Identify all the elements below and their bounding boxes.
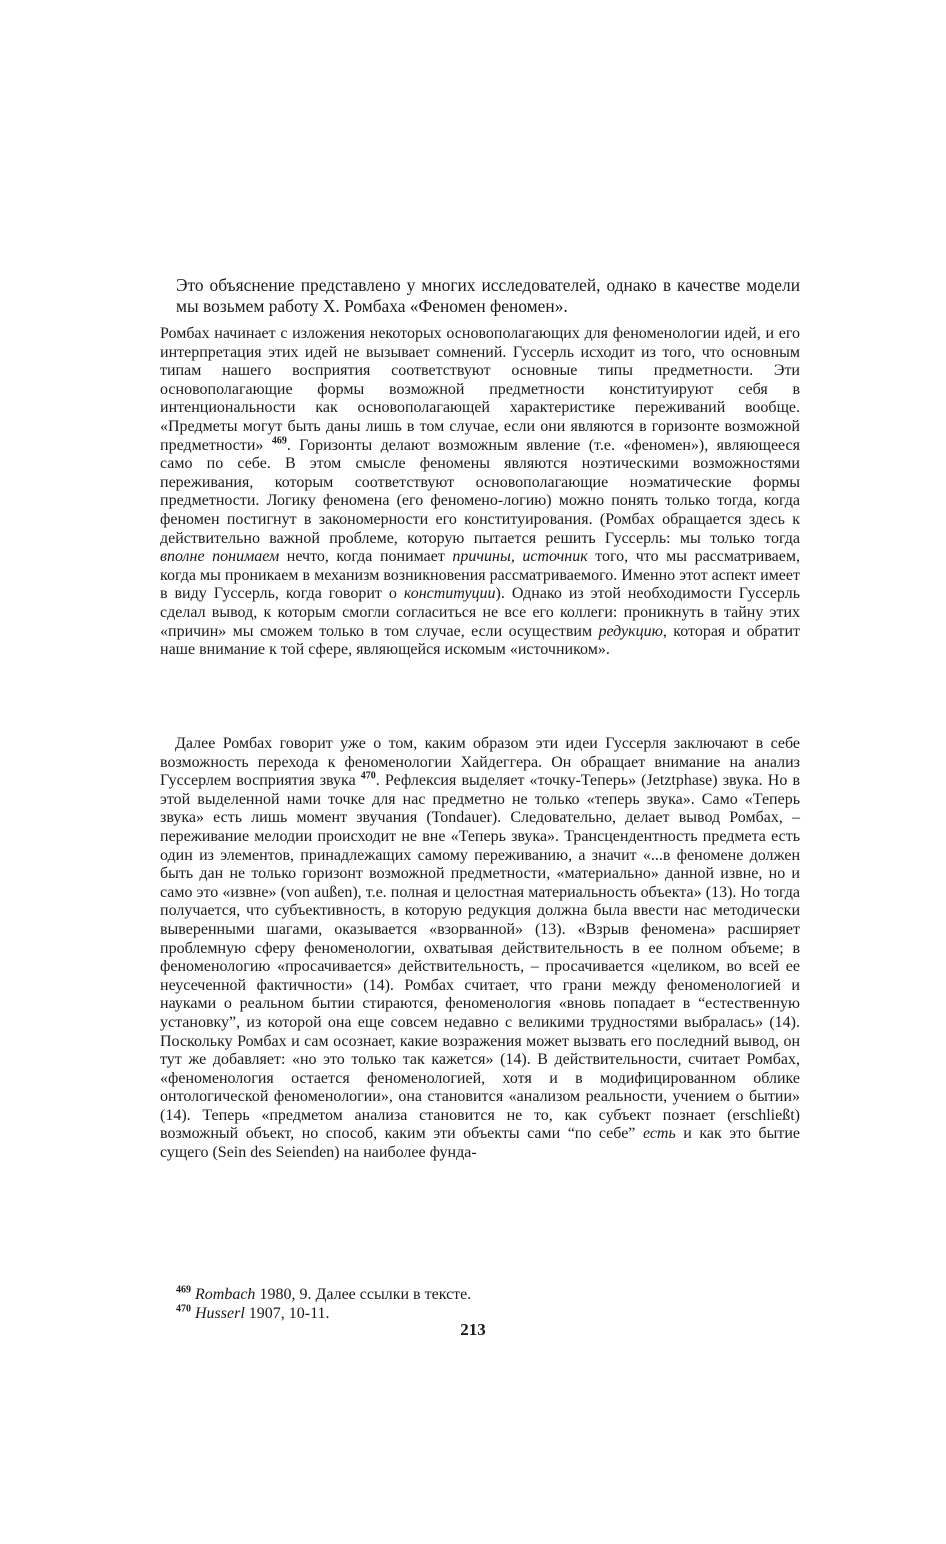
footnote-author: Husserl bbox=[195, 1305, 245, 1322]
text-run: . Рефлексия выделяет «точку-Теперь» (Jetztphase) звука. Но в этой выделенной нами точке для нас предметно не только «теперь звука». Само «Теперь звука» есть лишь момент звучания (Tondauer). Следовательно, делает вывод Ромбах, – переживание мелодии происходит не вне «Теперь звука». Трансцендентность предмета есть один из элементов, принадлежащих самому переживанию, а значит «...в феномене должен быть дан не только горизонт возможной предметности, «материально» данной извне, но и само это «извне» (von außen), т.е. полная и целостная материальность объекта» (13). Но тогда получается, что субъективность, в которую редукция должна была ввести нас методически выверенными шагами, оказывается «взорванной» (13). «Взрыв феномена» расширяет проблемную сферу феноменологии, охватывая действительность в ее полном объеме; в феноменологию «просачивается» действительность, – просачивается «целиком, во всей ее неусеченной фактичности» (14). Ромбах считает, что грани между феноменологией и науками о реальном бытии стираются, феноменология «вновь попадает в “естественную установку”, из которой она еще совсем недавно с великими трудностями выбралась» (14). Поскольку Ромбах и сам осознает, какие возражения может вызвать его последний вывод, он тут же добавляет: «но это только так кажется» (14). В действительности, считает Ромбах, «феноменология остается феноменологией, хотя и в модифицированном облике онтологической феноменологии», она становится «анализом реальности, учением о бытии» (14). Теперь «предметом анализа становится не то, как субъект познает (erschließt) возможный объект, но способ, каким эти объекты сами “по себе” bbox=[160, 772, 800, 1143]
page-number: 213 bbox=[460, 1320, 486, 1339]
footnote-author: Rombach bbox=[195, 1286, 256, 1303]
footnote-ref: 470 bbox=[360, 770, 376, 782]
footnote bbox=[176, 1285, 776, 1304]
text-run: . Горизонты делают возможным явление (т.е. «феномен»), являющееся само по себе. В этом смысле феномены являются ноэтическими возможностями переживания, которым соответствуют основополагающие ноэматические формы предметности. Логику феномена (его феномено-логию) можно понять только тогда, когда феномен постигнут в закономерности его конституирования. (Ромбах обращается здесь к действительно важной проблеме, которую пытается решить Гуссерль: мы только тогда bbox=[160, 436, 801, 547]
footnote-text: 1980, 9. Далее ссылки в тексте. bbox=[255, 1286, 472, 1303]
text-run: Далее Ромбах говорит уже о том, каким образом эти идеи Гуссерля заключают в себе возможность перехода к феноменологии Хайдеггера. Он обращает внимание на анализ Гуссерлем восприятия звука bbox=[160, 735, 800, 790]
footnote-ref: 469 bbox=[271, 435, 287, 447]
text-run: того, что мы рассматриваем, когда мы проникаем в механизм возникновения рассматриваемого. Именно этот аспект имеет в виду Гуссерль, когда говорит о bbox=[160, 548, 800, 603]
footnotes bbox=[176, 1285, 776, 1323]
emphasis: редукцию bbox=[598, 622, 663, 640]
text-run: ). Однако из этой необходимости Гуссерль сделал вывод, к которым смогли согласиться не все его коллеги: проникнуть в тайну этих «причин» мы сможем только в том случае, если осуществим bbox=[160, 585, 801, 640]
text-run: Ромбах начинает с изложения некоторых основополагающих для феноменологии идей, и его интерпретация этих идей не вызывает сомнений. Гуссерль исходит из того, что основным типам нашего восприятия соответствуют основные типы предметности. Эти основополагающие формы возможной предметности конституируют себя в интенциональности как основополагающей характеристике переживаний вообще. «Предметы могут быть даны лишь в том случае, если они являются в горизонте возможной предметности» bbox=[160, 325, 800, 454]
text-run: нечто, когда понимает bbox=[279, 548, 453, 566]
footnote-number: 469 bbox=[176, 1284, 191, 1296]
text-run: и как это бытие сущего (Sein des Seienden) на наиболее фунда- bbox=[160, 1125, 801, 1162]
text-run: , которая и обратит наше внимание к той сфере, являющейся искомым «источником». bbox=[160, 622, 800, 659]
emphasis: причины, источник bbox=[452, 548, 588, 566]
emphasis: есть bbox=[642, 1125, 676, 1143]
emphasis: вполне понимаем bbox=[160, 548, 280, 566]
emphasis: конституции bbox=[403, 585, 496, 603]
footnote-text: 1907, 10-11. bbox=[244, 1305, 330, 1322]
body-paragraph-1 bbox=[160, 325, 800, 660]
intro-paragraph: Это объяснение представлено у многих исследователей, однако в качестве модели мы возьмем работу Х. Ромбаха «Феномен феномен». bbox=[176, 275, 800, 316]
body-paragraph-2 bbox=[160, 735, 800, 1163]
footnote-number: 470 bbox=[176, 1303, 191, 1315]
